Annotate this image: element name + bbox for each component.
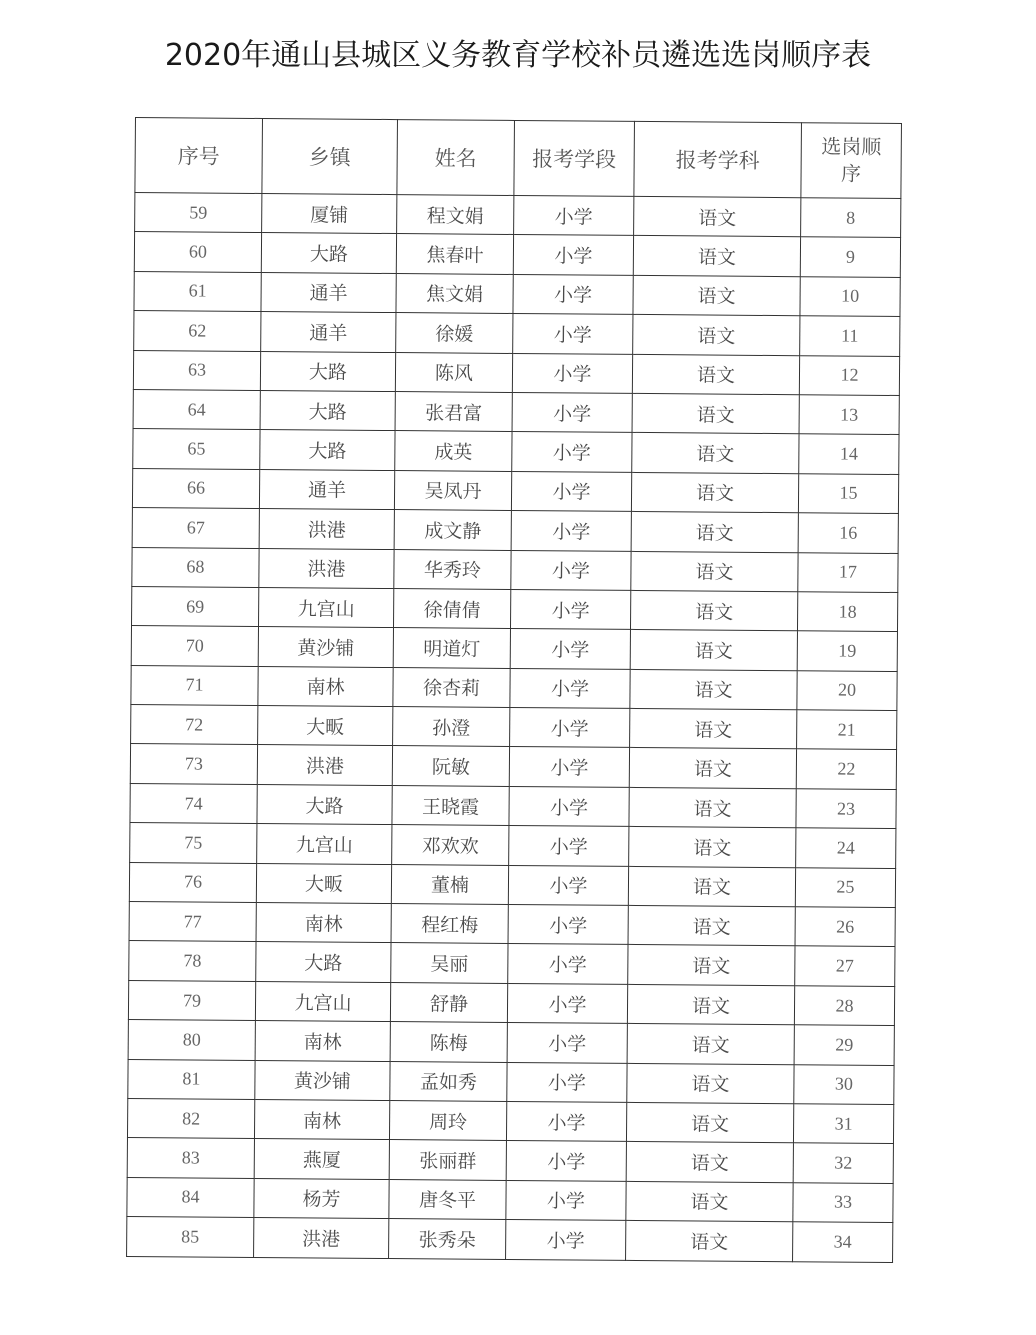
cell-township: 杨芳 [254, 1178, 389, 1218]
table-row [132, 586, 898, 631]
cell-township: 大路 [256, 942, 391, 982]
cell-name: 程红梅 [391, 904, 508, 944]
cell-name: 华秀玲 [394, 549, 511, 589]
table-row [128, 1020, 894, 1065]
cell-subject: 语文 [629, 787, 796, 828]
table-row [127, 1098, 893, 1143]
header-selection-order-line1: 选岗顺 [821, 134, 882, 159]
cell-township: 洪港 [257, 745, 392, 785]
cell-subject: 语文 [629, 748, 796, 789]
header-selection-order [801, 123, 902, 199]
table-row [134, 311, 900, 356]
cell-selection-order: 31 [793, 1104, 893, 1144]
cell-name: 明道灯 [393, 628, 510, 668]
cell-name: 吴凤丹 [394, 470, 511, 510]
cell-selection-order: 32 [793, 1143, 893, 1183]
cell-serial-number: 76 [129, 862, 256, 902]
cell-name: 周玲 [389, 1101, 506, 1141]
cell-township: 南林 [258, 666, 393, 706]
cell-serial-number: 74 [130, 783, 257, 823]
cell-subject: 语文 [633, 275, 800, 316]
table-row [133, 389, 899, 434]
cell-serial-number: 69 [132, 586, 259, 626]
cell-serial-number: 68 [132, 547, 259, 587]
cell-subject: 语文 [631, 512, 798, 553]
cell-subject: 语文 [632, 393, 799, 434]
cell-selection-order: 30 [794, 1064, 894, 1104]
cell-name: 孟如秀 [390, 1061, 507, 1101]
table-row [128, 1059, 894, 1104]
cell-serial-number: 75 [130, 823, 257, 863]
cell-selection-order: 34 [793, 1222, 893, 1262]
cell-subject: 语文 [626, 1102, 793, 1143]
cell-school-level: 小学 [510, 589, 630, 629]
cell-selection-order: 20 [797, 670, 897, 710]
cell-serial-number: 71 [131, 665, 258, 705]
selection-order-table [126, 117, 902, 1263]
cell-name: 舒静 [390, 982, 507, 1022]
cell-township: 洪港 [254, 1218, 389, 1258]
cell-serial-number: 78 [129, 941, 256, 981]
cell-selection-order: 33 [793, 1182, 893, 1222]
cell-township: 南林 [255, 1021, 390, 1061]
cell-name: 成英 [395, 431, 512, 471]
table-row [133, 429, 899, 474]
cell-subject: 语文 [626, 1142, 793, 1183]
cell-school-level: 小学 [506, 1141, 626, 1181]
cell-selection-order: 26 [795, 907, 895, 947]
cell-selection-order: 13 [799, 395, 899, 435]
cell-serial-number: 61 [134, 271, 261, 311]
cell-subject: 语文 [626, 1181, 793, 1222]
cell-name: 张君富 [395, 392, 512, 432]
cell-township: 南林 [254, 1099, 389, 1139]
cell-serial-number: 80 [128, 1020, 255, 1060]
cell-subject: 语文 [630, 590, 797, 631]
table-row [128, 980, 894, 1025]
cell-township: 大畈 [258, 706, 393, 746]
cell-school-level: 小学 [512, 353, 632, 393]
cell-subject: 语文 [631, 472, 798, 513]
cell-subject: 语文 [628, 905, 795, 946]
cell-selection-order: 9 [800, 237, 900, 277]
header-selection-order-line2: 序 [840, 161, 862, 186]
table-row [129, 862, 895, 907]
cell-selection-order: 23 [796, 789, 896, 829]
cell-subject: 语文 [629, 827, 796, 868]
cell-township: 大路 [257, 784, 392, 824]
cell-township: 厦铺 [262, 193, 397, 233]
cell-school-level: 小学 [511, 511, 631, 551]
table-row [132, 547, 898, 592]
cell-school-level: 小学 [508, 865, 628, 905]
cell-selection-order: 27 [795, 946, 895, 986]
cell-township: 黄沙铺 [258, 627, 393, 667]
cell-township: 洪港 [259, 548, 394, 588]
cell-subject: 语文 [633, 315, 800, 356]
cell-school-level: 小学 [509, 747, 629, 787]
cell-name: 张丽群 [389, 1140, 506, 1180]
cell-serial-number: 63 [133, 350, 260, 390]
cell-serial-number: 64 [133, 389, 260, 429]
cell-school-level: 小学 [510, 629, 630, 669]
table-row [131, 665, 897, 710]
cell-name: 徐媛 [396, 313, 513, 353]
cell-school-level: 小学 [510, 668, 630, 708]
cell-school-level: 小学 [506, 1220, 626, 1260]
cell-township: 九宫山 [257, 824, 392, 864]
cell-name: 阮敏 [392, 746, 509, 786]
cell-name: 吴丽 [391, 943, 508, 983]
cell-serial-number: 85 [127, 1217, 254, 1257]
cell-name: 徐杏莉 [393, 667, 510, 707]
cell-name: 唐冬平 [389, 1179, 506, 1219]
cell-serial-number: 59 [135, 193, 262, 233]
cell-township: 九宫山 [259, 587, 394, 627]
selection-order-table-container [126, 117, 901, 1263]
table-row [127, 1217, 893, 1262]
table-row [130, 744, 896, 789]
cell-selection-order: 25 [795, 867, 895, 907]
cell-school-level: 小学 [513, 235, 633, 275]
cell-name: 成文静 [394, 510, 511, 550]
header-school-level: 报考学段 [514, 120, 635, 196]
cell-school-level: 小学 [511, 550, 631, 590]
page-title: 2020年通山县城区义务教育学校补员遴选选岗顺序表 [164, 38, 872, 73]
header-serial-number: 序号 [135, 118, 263, 194]
table-row [134, 232, 900, 277]
cell-selection-order: 29 [794, 1025, 894, 1065]
cell-serial-number: 67 [132, 508, 259, 548]
cell-selection-order: 24 [796, 828, 896, 868]
cell-serial-number: 83 [127, 1138, 254, 1178]
cell-subject: 语文 [630, 669, 797, 710]
cell-selection-order: 21 [797, 710, 897, 750]
cell-school-level: 小学 [509, 826, 629, 866]
table-row [133, 350, 899, 395]
cell-school-level: 小学 [511, 471, 631, 511]
cell-subject: 语文 [632, 433, 799, 474]
cell-township: 大路 [261, 233, 396, 273]
cell-name: 焦文娟 [396, 273, 513, 313]
cell-subject: 语文 [632, 354, 799, 395]
cell-subject: 语文 [634, 196, 801, 237]
cell-serial-number: 82 [127, 1098, 254, 1138]
table-row [132, 508, 898, 553]
cell-township: 通羊 [261, 272, 396, 312]
cell-school-level: 小学 [506, 1101, 626, 1141]
cell-subject: 语文 [630, 708, 797, 749]
cell-selection-order: 12 [799, 355, 899, 395]
cell-selection-order: 22 [796, 749, 896, 789]
table-row [131, 705, 897, 750]
cell-selection-order: 11 [800, 316, 900, 356]
table-row [134, 271, 900, 316]
cell-serial-number: 62 [134, 311, 261, 351]
cell-township: 大路 [260, 390, 395, 430]
cell-name: 孙澄 [393, 707, 510, 747]
cell-selection-order: 28 [794, 986, 894, 1026]
cell-name: 张秀朵 [389, 1219, 506, 1259]
header-name: 姓名 [397, 120, 515, 196]
cell-serial-number: 72 [131, 705, 258, 745]
cell-school-level: 小学 [513, 314, 633, 354]
cell-serial-number: 70 [131, 626, 258, 666]
cell-selection-order: 10 [800, 277, 900, 317]
table-row [129, 941, 895, 986]
cell-township: 大畈 [256, 863, 391, 903]
cell-subject: 语文 [626, 1221, 793, 1262]
cell-selection-order: 19 [797, 631, 897, 671]
cell-serial-number: 73 [130, 744, 257, 784]
cell-township: 通羊 [259, 469, 394, 509]
cell-school-level: 小学 [513, 274, 633, 314]
cell-serial-number: 81 [128, 1059, 255, 1099]
cell-subject: 语文 [627, 984, 794, 1025]
table-row [127, 1177, 893, 1222]
cell-school-level: 小学 [507, 1023, 627, 1063]
cell-name: 徐倩倩 [393, 588, 510, 628]
cell-township: 大路 [260, 430, 395, 470]
cell-serial-number: 77 [129, 902, 256, 942]
cell-school-level: 小学 [512, 392, 632, 432]
cell-selection-order: 18 [797, 592, 897, 632]
cell-subject: 语文 [628, 945, 795, 986]
cell-name: 陈梅 [390, 1022, 507, 1062]
cell-serial-number: 66 [132, 468, 259, 508]
cell-subject: 语文 [631, 551, 798, 592]
cell-serial-number: 60 [134, 232, 261, 272]
cell-school-level: 小学 [514, 195, 634, 235]
table-row [131, 626, 897, 671]
cell-school-level: 小学 [507, 983, 627, 1023]
cell-subject: 语文 [627, 1024, 794, 1065]
cell-school-level: 小学 [508, 944, 628, 984]
cell-selection-order: 14 [799, 434, 899, 474]
cell-name: 邓欢欢 [392, 825, 509, 865]
cell-school-level: 小学 [506, 1180, 626, 1220]
cell-township: 大路 [260, 351, 395, 391]
table-row [127, 1138, 893, 1183]
table-row [130, 783, 896, 828]
cell-serial-number: 79 [128, 980, 255, 1020]
cell-name: 焦春叶 [396, 234, 513, 274]
table-body [127, 193, 901, 1263]
table-row [135, 193, 901, 238]
cell-school-level: 小学 [510, 708, 630, 748]
cell-school-level: 小学 [509, 786, 629, 826]
cell-name: 董楠 [391, 864, 508, 904]
cell-name: 陈风 [395, 352, 512, 392]
cell-school-level: 小学 [512, 432, 632, 472]
cell-township: 九宫山 [255, 981, 390, 1021]
cell-name: 王晓霞 [392, 785, 509, 825]
cell-serial-number: 84 [127, 1177, 254, 1217]
cell-township: 黄沙铺 [255, 1060, 390, 1100]
cell-serial-number: 65 [133, 429, 260, 469]
table-row [130, 823, 896, 868]
cell-township: 洪港 [259, 509, 394, 549]
header-township: 乡镇 [262, 119, 398, 195]
table-row [129, 902, 895, 947]
cell-subject: 语文 [630, 630, 797, 671]
cell-subject: 语文 [627, 1063, 794, 1104]
header-subject: 报考学科 [634, 121, 802, 197]
cell-subject: 语文 [633, 236, 800, 277]
cell-selection-order: 8 [801, 198, 901, 238]
cell-selection-order: 17 [798, 552, 898, 592]
table-header-row [135, 118, 902, 199]
cell-school-level: 小学 [508, 904, 628, 944]
cell-township: 南林 [256, 903, 391, 943]
cell-name: 程文娟 [397, 195, 514, 235]
cell-selection-order: 16 [798, 513, 898, 553]
cell-subject: 语文 [628, 866, 795, 907]
cell-selection-order: 15 [798, 473, 898, 513]
cell-township: 通羊 [261, 312, 396, 352]
cell-school-level: 小学 [507, 1062, 627, 1102]
cell-township: 燕厦 [254, 1139, 389, 1179]
table-row [132, 468, 898, 513]
